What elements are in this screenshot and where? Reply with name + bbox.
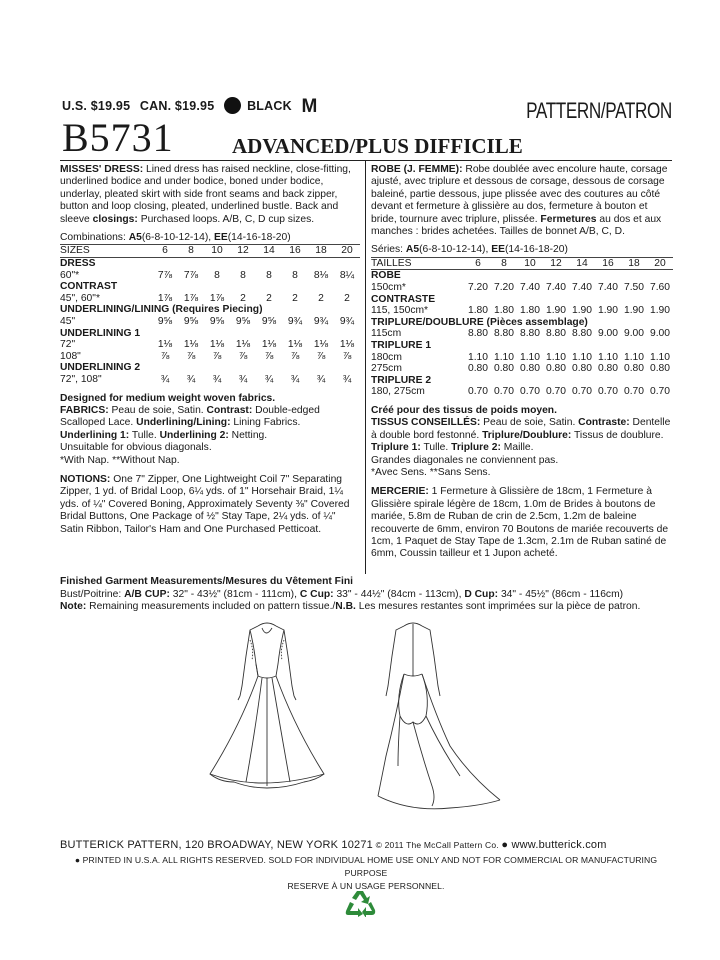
en-yardage-cell: ⅞ [238,350,248,362]
fr-yardage-cell: 0.80 [623,363,645,375]
en-fabric-width: 45" [60,316,76,327]
en-yardage-cell: 9⅝ [183,316,199,327]
en-size-cell: 12 [230,245,256,258]
en-yardage-cell: 8⅛ [313,269,329,281]
fr-combo-ee: EE [491,244,505,256]
french-column [371,164,673,561]
en-yardage-cell: 1⅛ [235,339,251,351]
front-view-dress-illustration [210,623,324,788]
fr-yardage-cell: 1.80 [467,305,489,317]
nb-label: N.B. [335,601,356,613]
en-section-row [60,328,360,340]
fr-size-cell: 10 [517,257,543,270]
en-contrast-text: Double-edged Scalloped Lace. [60,404,320,429]
en-size-cell: 16 [282,245,308,258]
pattern-patron-label: PATTERN/PATRON [526,98,672,123]
header-divider [60,160,672,161]
fr-yardage-cell: 1.10 [571,351,593,363]
en-section-label: DRESS [60,258,96,270]
fr-size-cell: 14 [569,257,595,270]
fr-combo-a5: A5 [405,244,420,256]
en-yardage-cell: 2 [266,292,272,304]
fr-yardage-cell: 0.80 [493,363,515,375]
en-fabric-width: 45", 60"* [60,292,100,304]
fr-section-row [371,317,673,329]
fr-combo-ee-sizes: (14-16-18-20) [504,244,568,256]
fr-designed-for [371,405,673,417]
en-fabrics-label: FABRICS: [60,404,109,416]
en-yardage-cell: 9¾ [313,316,329,327]
en-section-label: UNDERLINING 1 [60,327,141,339]
en-combinations [60,232,360,244]
en-yardage-row [60,339,360,351]
en-combo-prefix: Combinations: [60,232,129,244]
fr-yardage-cell: 7.20 [467,282,489,294]
fr-yardage-cell: 0.70 [623,386,645,398]
fr-unsuitable: Grandes diagonales ne conviennent pas. [371,454,559,466]
en-yardage-cell: 1⅛ [209,339,225,351]
fr-yardage-cell: 8.80 [545,328,567,340]
fr-yardage-cell: 1.90 [597,305,619,317]
fr-yardage-cell: 0.70 [519,386,541,398]
finished-measurements [60,576,672,614]
en-yardage-cell: ¾ [316,373,326,385]
fr-fabrics-text: Peau de soie, Satin. [480,417,579,429]
difficulty-level: ADVANCED/PLUS DIFFICILE [232,134,523,158]
fr-fabric-width: 275cm [371,363,402,375]
fr-section-label: CONTRASTE [371,293,436,305]
en-yardage-cell: 7⅞ [157,269,173,281]
fr-yardage-cell: 0.70 [571,386,593,398]
fr-yardage-cell: 1.10 [649,351,671,363]
fr-yardage-cell: 7.50 [623,282,645,294]
en-size-cell: 10 [204,245,230,258]
fr-sizes-row [371,257,673,270]
en-yardage-cell: ¾ [290,373,300,385]
en-yardage-cell: 1⅞ [183,292,199,304]
en-section-row [60,258,360,270]
en-ul1-text: Tulle. [129,429,160,441]
en-yardage-cell: 1⅛ [261,339,277,351]
fr-desc-text: Robe doublée avec encolure haute, corsage ajusté, avec triplure et dessous de corsage, dessous de corsage baleiné, partie dessous, jupe plissée avec des coutures au côté devant et fermeture à glissière au dos, fermeture à bouton et bride, tournure avec triplure, plissée. [371,164,668,225]
fr-yardage-cell: 0.80 [545,363,567,375]
en-yardage-cell: ¾ [186,373,196,385]
en-title: MISSES' DRESS: [60,164,144,175]
en-designed-for-text: Designed for medium weight woven fabrics. [60,392,276,404]
fr-yardage-cell: 0.80 [649,363,671,375]
c-cup-label: C Cup: [299,588,334,600]
c-cup-text: 33" - 44½" (84cm - 113cm), [333,588,465,600]
bust-prefix: Bust/Poitrine: [60,588,125,600]
fr-section-label: TRIPLURE 1 [371,340,432,351]
fr-yardage-cell: 0.80 [519,363,541,375]
en-ul1-label: Underlining 1: [60,429,130,441]
en-yardage-cell: 8 [266,269,272,281]
en-desc-text: Lined dress has raised neckline, close-fitting, underlined bodice and under bodice, boned under bodice, underlay, pleated skirt with side front seams and back zipper, button and loop closing, pleated, underlined bustle. Back and sleeve [60,164,351,225]
fr-closings-text: au dos et aux manches : brides achetées. Tailles de bonnet A/B, C, D. [371,213,662,238]
en-size-cell: 20 [334,245,360,258]
en-size-cell: 14 [256,245,282,258]
fr-description [371,164,673,238]
en-yardage-cell: 8¼ [339,269,355,281]
en-yardage-table [60,244,360,385]
en-yardage-cell: 1⅛ [339,339,355,351]
en-yardage-cell: 7⅞ [183,269,199,281]
fr-yardage-cell: 0.70 [467,386,489,398]
en-fabric-width: 72", 108" [60,373,102,385]
fr-yardage-cell: 1.10 [597,351,619,363]
ab-cup-text: 32" - 43½" (81cm - 111cm), [169,588,300,600]
copyright: © 2011 The McCall Pattern Co. [373,840,502,850]
fr-fabrics-label: TISSUS CONSEILLÉS: [371,417,481,429]
en-yardage-cell: 8 [240,269,246,281]
fr-yardage-cell: 7.20 [493,282,515,294]
fr-section-row [371,270,673,282]
printed-line-2: RESERVE À UN USAGE PERSONNEL. [287,881,445,891]
en-ul-text: Lining Fabrics. [230,417,301,429]
fr-yardage-cell: 9.00 [597,328,619,340]
website: ● www.butterick.com [501,839,607,851]
en-yardage-cell: ¾ [212,373,222,385]
fr-section-label: TRIPLURE 2 [371,374,432,386]
d-cup-label: D Cup: [464,588,499,600]
en-closings-text: Purchased loops. A/B, C, D cup sizes. [137,213,315,225]
en-yardage-cell: ⅞ [160,350,170,362]
en-yardage-cell: ⅞ [264,350,274,362]
en-yardage-cell: ¾ [342,373,352,385]
column-divider [365,160,366,574]
en-yardage-cell: ⅞ [212,350,222,362]
en-yardage-cell: 9¾ [339,316,355,327]
fr-size-cell: 16 [595,257,621,270]
d-cup-text: 34" - 45½" (86cm - 116cm) [498,588,624,600]
note-label: Note: [60,601,87,613]
en-yardage-cell: 2 [240,292,246,304]
fr-ul-label: Triplure/Doublure: [482,429,572,441]
fr-yardage-row [371,363,673,375]
en-yardage-cell: 2 [344,292,350,304]
en-sizes-row [60,245,360,258]
en-section-label: UNDERLINING/LINING (Requires Piecing) [60,304,263,316]
en-yardage-cell: 1⅛ [157,339,173,351]
fr-contrast-text: Dentelle à double bord festonné. [371,417,671,441]
en-ul2-label: Underlining 2: [159,429,229,441]
fr-fabric-width: 180cm [371,351,402,363]
publisher-line [60,839,672,851]
fr-yardage-row [371,328,673,340]
measurements-title: Finished Garment Measurements/Mesures du Vêtement Fini [60,576,353,587]
en-notions-label: NOTIONS: [60,474,111,485]
bust-measurements [60,589,672,602]
en-yardage-cell: 9⅝ [209,316,225,327]
fr-ul1-text: Tulle. [420,442,452,454]
fr-yardage-cell: 1.90 [649,305,671,317]
en-closings-label: closings: [92,213,138,225]
en-section-label: CONTRAST [60,281,118,293]
en-section-row [60,281,360,293]
fr-size-cell: 6 [465,257,491,270]
en-yardage-cell: ¾ [264,373,274,385]
fr-contrast-label: Contraste: [578,417,630,429]
fr-yardage-cell: 7.40 [571,282,593,294]
fr-yardage-cell: 0.70 [597,386,619,398]
en-section-row [60,304,360,316]
fr-yardage-cell: 1.90 [623,305,645,317]
en-yardage-row [60,374,360,386]
fr-yardage-cell: 8.80 [493,328,515,340]
en-yardage-cell: 8 [292,269,298,281]
fr-yardage-cell: 0.70 [649,386,671,398]
note-text: Remaining measurements included on pattern tissue./ [86,601,336,613]
en-size-cell: 6 [152,245,178,258]
en-description [60,164,360,226]
en-yardage-cell: 2 [318,292,324,304]
en-fabric-width: 108" [60,350,81,362]
fr-notions-label: MERCERIE: [371,486,429,498]
fr-fabric-width: 115, 150cm* [371,305,429,317]
fr-yardage-cell: 8.80 [467,328,489,340]
en-unsuitable: Unsuitable for obvious diagonals. [60,442,212,454]
nb-text: Les mesures restantes sont imprimées sur la pièce de patron. [355,601,641,613]
fr-fabric-width: 180, 275cm [371,386,425,398]
en-section-label: UNDERLINING 2 [60,362,141,374]
fr-yardage-cell: 1.10 [467,351,489,363]
fr-yardage-cell: 0.80 [571,363,593,375]
en-size-cell: 8 [178,245,204,258]
fr-fabric-width: 150cm* [371,282,406,294]
fr-yardage-cell: 1.10 [493,351,515,363]
en-yardage-cell: 9⅝ [157,316,173,327]
en-yardage-cell: ⅞ [186,350,196,362]
en-yardage-row [60,293,360,305]
fr-yardage-cell: 8.80 [571,328,593,340]
ab-cup-label: A/B CUP: [124,588,170,600]
fr-yardage-cell: 8.80 [519,328,541,340]
fr-size-cell: 12 [543,257,569,270]
en-nap-note: *With Nap. **Without Nap. [60,454,180,466]
en-fabric-width: 72" [60,339,76,351]
fr-yardage-cell: 9.00 [623,328,645,340]
fr-yardage-cell: 7.60 [649,282,671,294]
fr-combinations [371,244,673,256]
fr-yardage-row [371,282,673,294]
en-contrast-label: Contrast: [206,404,253,416]
en-fabrics-text: Peau de soie, Satin. [108,404,207,416]
en-fabrics [60,405,360,442]
fr-section-row [371,294,673,306]
en-section-row [60,362,360,374]
en-designed-for [60,393,360,405]
fr-yardage-cell: 0.80 [597,363,619,375]
fr-notions-text: 1 Fermeture à Glissière de 18cm, 1 Fermeture à Glissière spirale légère de 18cm, 1.0m de Brides à boutons de mariée, 5.8m de Ruban de crin de 2.5cm, 1.2m de baleine recouverte de 6mm, environ 70 Boutons de mariée recouverts de 1cm, 1 Paquet de Stay Tape de 1.3cm, 2.1m de Ruban satiné de 6mm, Coussin tailleur et 1 Jupon acheté. [371,486,669,560]
en-combo-a5-sizes: (6-8-10-12-14), [141,232,214,244]
fr-designed-for-text: Créé pour des tissus de poids moyen. [371,404,557,416]
printed-line-1: ● PRINTED IN U.S.A. ALL RIGHTS RESERVED. SOLD FOR INDIVIDUAL HOME USE ONLY AND NOT FOR COMMERCIAL OR MANUFACTURING PURPOSE [74,855,658,878]
fr-ul1-label: Triplure 1: [371,442,421,454]
en-yardage-cell: 1⅞ [157,292,173,304]
en-yardage-cell: 1⅛ [287,339,303,351]
fr-yardage-cell: 0.70 [545,386,567,398]
fr-size-cell: 18 [621,257,647,270]
en-notions [60,474,360,536]
fr-ul2-text: Maille. [500,442,534,454]
fr-yardage-cell: 1.10 [545,351,567,363]
fr-yardage-cell: 1.10 [623,351,645,363]
color-swatch-icon [224,97,241,114]
measurements-note [60,601,672,614]
fr-yardage-cell: 1.90 [545,305,567,317]
size-letter: M [301,96,318,117]
fr-section-row [371,375,673,387]
en-fabric-width: 60"* [60,269,80,281]
en-ul2-text: Netting. [228,429,268,441]
en-yardage-cell: 1⅞ [209,292,225,304]
fr-fabric-width: 115cm [371,328,402,340]
en-yardage-cell: ¾ [238,373,248,385]
fr-fabrics [371,417,673,454]
fr-nap-note: *Avec Sens. **Sans Sens. [371,467,491,478]
fr-yardage-cell: 1.80 [519,305,541,317]
us-price: U.S. $19.95 [62,99,131,113]
en-yardage-cell: ⅞ [316,350,326,362]
pattern-number: B5731 [62,115,174,160]
fr-yardage-cell: 1.10 [519,351,541,363]
can-price: CAN. $19.95 [139,99,215,113]
color-name: BLACK [247,99,292,113]
fr-closings-label: Fermetures [540,213,597,225]
fr-yardage-cell: 7.40 [519,282,541,294]
en-yardage-cell: 9¾ [287,316,303,327]
fr-ul2-label: Triplure 2: [451,442,501,454]
en-yardage-row [60,316,360,328]
english-column [60,164,360,536]
en-yardage-row [60,270,360,282]
en-yardage-cell: 1⅛ [313,339,329,351]
rights-notice [60,854,672,893]
fr-yardage-cell: 0.70 [493,386,515,398]
en-yardage-row [60,351,360,363]
fr-section-row [371,340,673,352]
fr-section-label: ROBE [371,270,401,282]
garment-illustrations [200,616,530,816]
en-sizes-label: SIZES [60,245,152,258]
back-view-dress-illustration [378,623,500,809]
fr-yardage-row [371,352,673,364]
fr-notions [371,486,673,560]
fr-yardage-cell: 1.80 [493,305,515,317]
fr-size-cell: 20 [647,257,673,270]
en-combo-ee: EE [213,232,228,244]
fr-yardage-row [371,305,673,317]
fr-yardage-cell: 1.90 [571,305,593,317]
en-size-cell: 18 [308,245,334,258]
en-notions-text: One 7" Zipper, One Lightweight Coil 7" Separating Zipper, 1 yd. of Bridal Loop, 6¼ yds. of 1" Horsehair Braid, 1¼ yds. of ¼" Covered Boning, Approximately Seventy ⅜" Covered Bridal Buttons, One Package of ½" Stay Tape, 2¼ yds. of ¼" Satin Ribbon, Tailor's Ham and One Purchased Petticoat. [60,474,350,535]
publisher-address: BUTTERICK PATTERN, 120 BROADWAY, NEW YORK 10271 [60,839,374,851]
en-yardage-cell: 2 [292,292,298,304]
en-yardage-cell: ¾ [160,373,170,385]
fr-combo-a5-sizes: (6-8-10-12-14), [419,244,492,256]
en-combo-a5: A5 [128,232,142,244]
fr-yardage-cell: 9.00 [649,328,671,340]
fr-yardage-cell: 7.40 [545,282,567,294]
fr-yardage-table [371,257,673,398]
fr-yardage-row [371,386,673,398]
en-yardage-cell: ⅞ [290,350,300,362]
fr-yardage-cell: 0.80 [467,363,489,375]
fr-ul-text: Tissus de doublure. [571,429,664,441]
en-yardage-cell: 8 [214,269,220,281]
en-combo-ee-sizes: (14-16-18-20) [227,232,291,244]
en-yardage-cell: ⅞ [342,350,352,362]
recycle-icon [344,889,376,917]
en-yardage-cell: 1⅛ [183,339,199,351]
fr-yardage-cell: 7.40 [597,282,619,294]
fr-size-cell: 8 [491,257,517,270]
fr-title: ROBE (J. FEMME): [371,164,463,175]
fr-section-label: TRIPLURE/DOUBLURE (Pièces assemblage) [371,316,588,328]
en-yardage-cell: 9⅝ [261,316,277,327]
fr-combo-prefix: Séries: [371,244,406,256]
en-ul-label: Underlining/Lining: [136,417,231,429]
en-yardage-cell: 9⅝ [235,316,251,327]
fr-sizes-label: TAILLES [371,257,465,270]
